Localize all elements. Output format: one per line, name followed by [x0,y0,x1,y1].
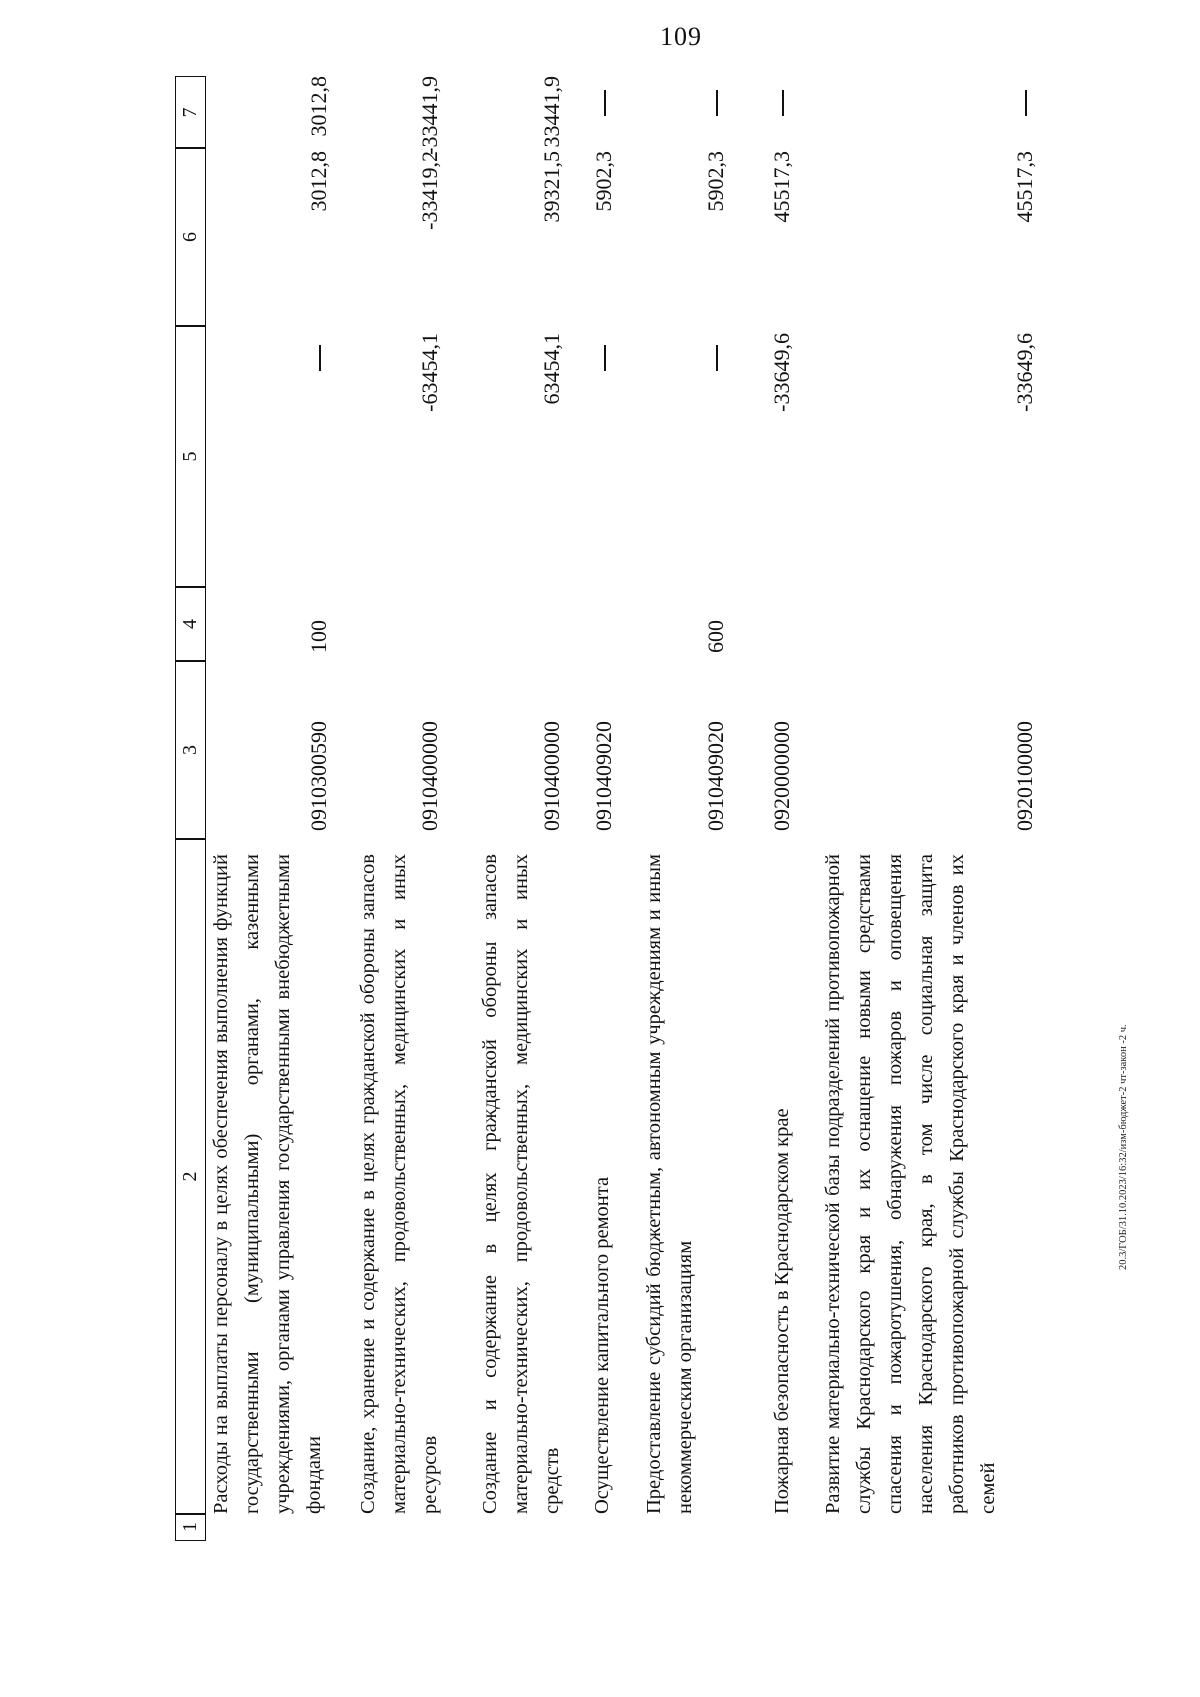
row-col6-value: 5902,3 [591,151,616,212]
row-csr-code: 0920000000 [769,721,794,831]
table-row [587,76,627,1541]
column-header-4: 4 [175,586,206,662]
footer-code: 20.3/ГОБ/31.10.2023/16:32/изм-бюджет-2 чт-закон -2 ч. [1118,1024,1129,1270]
row-csr-code: 0910409020 [591,721,616,831]
row-col7-value: 33441,9 [539,76,564,148]
row-description: Развитие материально-технической базы подразделений противопожарной службы Краснодарского края и их оснащение новыми средствами спасения и пожаротушения, обнаружения пожаров и оповещения населения Краснодарского края, в том числе социальная защита работников противопожарной службы Краснодарского края и членов их семей [822,854,999,1514]
table-row [206,76,346,1541]
column-header-3: 3 [175,660,206,840]
row-col5-dash [716,345,718,371]
row-col7-value: 3012,8 [306,76,331,137]
row-col5-value: -33649,6 [1012,333,1037,412]
page-number: 109 [660,22,702,51]
column-header-7: 7 [175,76,206,149]
table-header [175,76,207,1541]
row-csr-code: 0910300590 [306,721,331,831]
row-description: Предоставление субсидий бюджетным, автономным учреждениям и иным некоммерческим организациям [643,854,696,1514]
row-description: Пожарная безопасность в Краснодарском крае [771,1108,793,1514]
row-col7-dash [1025,90,1027,116]
table-row [818,76,1048,1541]
table-row [639,76,749,1541]
column-header-1: 1 [175,1513,206,1541]
row-col6-value: 45517,3 [769,151,794,223]
column-header-5: 5 [175,325,206,588]
table-row [475,76,585,1541]
row-col7-dash [782,90,784,116]
row-csr-code: 0910400000 [417,721,442,831]
column-header-6: 6 [175,147,206,327]
row-col6-value: 39321,5 [539,151,564,223]
row-csr-code: 0910400000 [539,721,564,831]
row-col7-dash [716,90,718,116]
row-description: Создание и содержание в целях гражданской обороны запасов материально-технических, продовольственных, медицинских и иных средств [479,854,563,1514]
budget-table [175,76,1037,1541]
table-row [767,76,807,1541]
row-description: Создание, хранение и содержание в целях гражданской обороны запасов материально-технических, продовольственных, медицинских и иных ресурсов [357,854,441,1514]
column-header-2: 2 [175,838,206,1515]
row-col6-value: 3012,8 [306,151,331,212]
row-col7-dash [604,90,606,116]
row-vr-code: 600 [703,620,728,653]
table-row [353,76,463,1541]
row-description: Осуществление капитального ремонта [591,1176,613,1514]
row-csr-code: 0920100000 [1012,721,1037,831]
row-col5-value: -63454,1 [417,333,442,412]
row-csr-code: 0910409020 [703,721,728,831]
row-vr-code: 100 [306,620,331,653]
row-col5-value: 63454,1 [539,333,564,405]
row-col6-value: 5902,3 [703,151,728,212]
row-col5-value: -33649,6 [769,333,794,412]
row-description: Расходы на выплаты персоналу в целях обеспечения выполнения функций государственными (муниципальными) органами, казенными учреждениями, органами управления государственными внебюджетными фондами [210,854,325,1514]
row-col6-value: -33419,2 [417,151,442,230]
row-col6-value: 45517,3 [1012,151,1037,223]
row-col5-dash [604,345,606,371]
row-col7-value: -33441,9 [417,76,442,155]
row-col5-dash [319,345,321,371]
